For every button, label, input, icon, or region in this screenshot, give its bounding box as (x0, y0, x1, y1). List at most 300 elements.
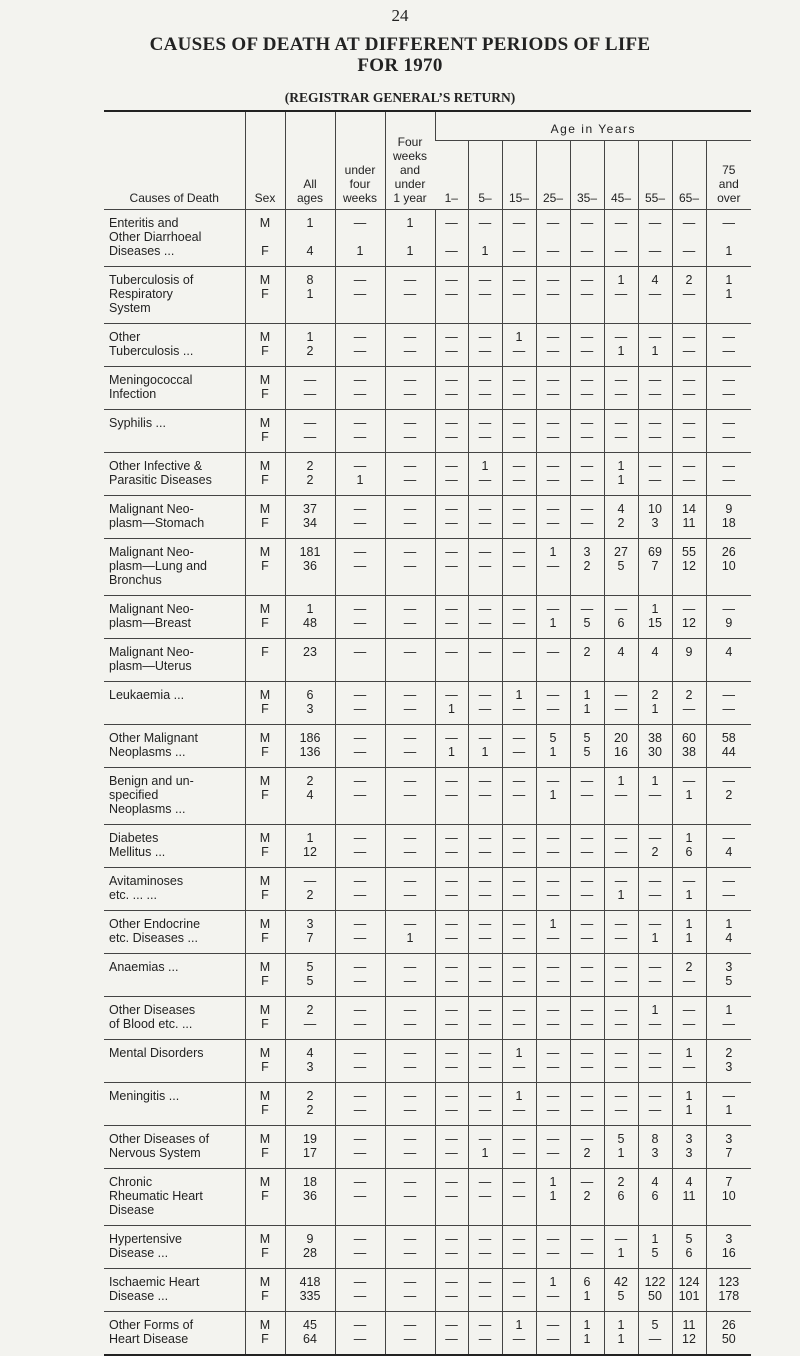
count-value: 1 (515, 1046, 523, 1060)
count-value: — (403, 645, 417, 659)
cause-cell (104, 1312, 245, 1356)
count-value: — (614, 845, 628, 859)
count-value: 38 (648, 731, 662, 745)
count-value: 6 (685, 845, 693, 859)
count-value: — (546, 216, 560, 230)
count-value: 4 (725, 845, 733, 859)
sex-cell (245, 1040, 285, 1083)
count-value: — (353, 387, 367, 401)
count-cell (468, 410, 502, 453)
count-value: 64 (303, 1332, 317, 1346)
count-value: 34 (303, 516, 317, 530)
count-value: — (648, 287, 662, 301)
sex-value: M (259, 874, 271, 888)
causes-of-death-table (104, 110, 751, 1356)
cause-label: Respiratory (109, 287, 173, 301)
count-cell (570, 768, 604, 825)
count-cell (706, 954, 751, 997)
count-value: 50 (721, 1332, 736, 1346)
count-value: 1 (617, 473, 625, 487)
count-value: 2 (583, 1189, 591, 1203)
header-line: ages (296, 191, 324, 205)
count-value: — (614, 387, 628, 401)
count-value: — (512, 616, 526, 630)
count-value: — (512, 960, 526, 974)
count-value: — (682, 874, 696, 888)
count-cell (672, 1269, 706, 1312)
count-cell (285, 682, 335, 725)
header-cause: Causes of Death (129, 191, 219, 205)
cause-cell (104, 210, 245, 267)
header-line: and (718, 177, 739, 191)
sex-value: F (261, 1103, 269, 1117)
sex-cell (245, 267, 285, 324)
count-value: — (445, 960, 458, 974)
count-value: — (403, 1332, 417, 1346)
count-value: — (445, 917, 458, 931)
count-cell (468, 997, 502, 1040)
count-value: — (614, 1017, 628, 1031)
count-value: 1 (515, 688, 523, 702)
cause-cell (104, 682, 245, 725)
count-value: — (445, 1060, 458, 1074)
count-value: 2 (725, 1046, 733, 1060)
count-cell (285, 1269, 335, 1312)
count-cell (570, 410, 604, 453)
cause-label: Other Diarrhoeal (109, 230, 202, 244)
sex-value: M (259, 1318, 271, 1332)
sex-value: F (261, 430, 269, 444)
count-value: — (445, 273, 458, 287)
count-value: — (512, 387, 526, 401)
cause-cell (104, 768, 245, 825)
count-cell (335, 954, 385, 997)
count-value: 1 (617, 1146, 625, 1160)
cause-label: Malignant Neo- (109, 645, 194, 659)
count-cell (468, 539, 502, 596)
count-value: — (445, 330, 458, 344)
count-value: 1 (617, 1246, 625, 1260)
count-cell (672, 639, 706, 682)
count-value: 2 (306, 344, 314, 358)
count-value: 44 (721, 745, 736, 759)
count-value: 38 (682, 745, 696, 759)
count-value: 1 (651, 602, 659, 616)
count-value: — (580, 974, 594, 988)
count-value: — (403, 1318, 417, 1332)
count-value: — (546, 373, 560, 387)
table-row (104, 1126, 751, 1169)
count-cell (570, 639, 604, 682)
count-cell (502, 1169, 536, 1226)
count-cell (604, 367, 638, 410)
count-value: — (512, 1017, 526, 1031)
count-value: — (512, 745, 526, 759)
count-cell (672, 410, 706, 453)
count-value: — (445, 931, 458, 945)
table-row (104, 1083, 751, 1126)
count-cell (502, 1269, 536, 1312)
cause-label: Benign and un- (109, 774, 194, 788)
sex-cell (245, 453, 285, 496)
count-value: 1 (583, 688, 591, 702)
count-cell (536, 682, 570, 725)
count-value: 4 (651, 1175, 659, 1189)
count-cell (285, 954, 335, 997)
count-value: 1 (549, 745, 557, 759)
count-value: — (478, 702, 492, 716)
count-cell (604, 725, 638, 768)
sex-value: F (261, 888, 269, 902)
count-value: — (512, 502, 526, 516)
cause-label: etc. ... ... (109, 888, 157, 902)
cause-cell (104, 324, 245, 367)
count-value: — (403, 831, 417, 845)
count-value (639, 230, 672, 244)
count-value: — (512, 831, 526, 845)
count-cell (435, 639, 468, 682)
count-cell (502, 267, 536, 324)
count-cell (385, 997, 435, 1040)
count-cell (285, 496, 335, 539)
count-cell (604, 1040, 638, 1083)
count-value: — (512, 344, 526, 358)
count-cell (536, 1226, 570, 1269)
count-value: — (478, 602, 492, 616)
count-value: — (648, 1046, 662, 1060)
header-under-four-weeks (335, 111, 385, 210)
count-value: — (614, 287, 628, 301)
sex-value: F (261, 1332, 269, 1346)
count-cell (570, 1169, 604, 1226)
count-value: — (353, 273, 367, 287)
cause-label: Nervous System (109, 1146, 201, 1160)
count-value: 50 (648, 1289, 662, 1303)
count-cell (502, 954, 536, 997)
count-cell (604, 868, 638, 911)
count-value: — (546, 416, 560, 430)
count-value: — (403, 516, 417, 530)
sex-cell (245, 1126, 285, 1169)
count-value: — (478, 1289, 492, 1303)
count-value: — (353, 430, 367, 444)
table-row (104, 997, 751, 1040)
count-value: — (614, 1089, 628, 1103)
count-value: 12 (682, 1332, 696, 1346)
count-value: 1 (651, 774, 659, 788)
table-row (104, 768, 751, 825)
count-value: 1 (549, 917, 557, 931)
count-value: — (546, 1089, 560, 1103)
count-value: — (445, 974, 458, 988)
count-value: — (614, 688, 628, 702)
count-value: 1 (617, 344, 625, 358)
count-value: 2 (617, 1175, 625, 1189)
sex-value: F (261, 287, 269, 301)
sex-value: F (261, 244, 269, 258)
count-value: — (478, 960, 492, 974)
count-value: — (478, 344, 492, 358)
count-value: 5 (685, 1232, 693, 1246)
count-value: — (478, 216, 492, 230)
count-value: — (614, 1232, 628, 1246)
count-cell (536, 639, 570, 682)
count-value: 1 (306, 287, 314, 301)
count-cell (335, 825, 385, 868)
cause-cell (104, 496, 245, 539)
count-value: — (403, 273, 417, 287)
count-cell (502, 768, 536, 825)
count-cell (672, 496, 706, 539)
count-cell (638, 410, 672, 453)
count-value: — (478, 1103, 492, 1117)
count-cell (468, 954, 502, 997)
count-cell (335, 1126, 385, 1169)
count-value: 1 (725, 917, 733, 931)
count-value: — (353, 287, 367, 301)
count-value: — (403, 1189, 417, 1203)
sex-cell (245, 539, 285, 596)
count-value: 3 (306, 1060, 314, 1074)
count-value: — (353, 1017, 367, 1031)
count-value: — (682, 774, 696, 788)
count-value: — (546, 960, 560, 974)
count-cell (536, 496, 570, 539)
count-cell (502, 1083, 536, 1126)
count-value: — (403, 960, 417, 974)
count-value: — (580, 1089, 594, 1103)
count-value: — (580, 960, 594, 974)
header-age-group: 45– (604, 141, 638, 210)
count-value: — (353, 1046, 367, 1060)
count-value: 30 (648, 745, 662, 759)
count-value: — (546, 244, 560, 258)
count-value: — (403, 1275, 417, 1289)
count-value: — (614, 244, 628, 258)
count-value: — (512, 545, 526, 559)
count-cell (385, 210, 435, 267)
count-cell (468, 768, 502, 825)
count-value: 181 (299, 545, 321, 559)
count-cell (468, 1269, 502, 1312)
count-value: 12 (682, 559, 696, 573)
cause-label: Meningococcal (109, 373, 193, 387)
count-cell (285, 410, 335, 453)
count-value: 5 (583, 731, 591, 745)
count-value: 335 (299, 1289, 321, 1303)
count-value: — (614, 788, 628, 802)
count-value: — (445, 731, 458, 745)
count-value: — (546, 645, 560, 659)
sex-cell (245, 1269, 285, 1312)
count-value: — (403, 430, 417, 444)
count-value: 1 (583, 1289, 591, 1303)
page-title (0, 34, 800, 76)
count-value: — (546, 559, 560, 573)
count-cell (604, 1126, 638, 1169)
count-value: — (722, 344, 736, 358)
cause-label: Malignant Neo- (109, 502, 194, 516)
count-cell (435, 1312, 468, 1356)
count-value (503, 230, 536, 244)
cause-cell (104, 825, 245, 868)
count-value: 1 (583, 702, 591, 716)
count-cell (335, 1269, 385, 1312)
count-value: 1 (406, 931, 414, 945)
count-cell (468, 1169, 502, 1226)
cause-label: Other Malignant (109, 731, 198, 745)
count-value: 1 (617, 774, 625, 788)
count-value: — (512, 845, 526, 859)
count-value: — (722, 216, 736, 230)
count-cell (285, 1169, 335, 1226)
count-value: 1 (725, 273, 733, 287)
count-value: — (445, 602, 458, 616)
table-row (104, 954, 751, 997)
count-value: — (580, 831, 594, 845)
cause-label: plasm—Stomach (109, 516, 205, 530)
count-value: 3 (725, 1060, 733, 1074)
count-value: — (580, 1060, 594, 1074)
count-cell (285, 210, 335, 267)
count-cell (502, 1040, 536, 1083)
table-row (104, 911, 751, 954)
sex-value: M (259, 688, 271, 702)
count-cell (570, 453, 604, 496)
count-value: — (403, 917, 417, 931)
count-value: — (546, 459, 560, 473)
header-all-ages (285, 111, 335, 210)
cause-cell (104, 954, 245, 997)
count-cell (468, 496, 502, 539)
count-value: 1 (685, 1046, 693, 1060)
count-value: — (478, 1046, 492, 1060)
count-value: 45 (303, 1318, 317, 1332)
count-value: — (353, 545, 367, 559)
count-value: — (682, 373, 696, 387)
header-age-group: 5– (468, 141, 502, 210)
count-cell (604, 768, 638, 825)
count-value: 1 (356, 473, 364, 487)
count-value: — (580, 1232, 594, 1246)
count-value: 1 (651, 344, 659, 358)
count-cell (672, 539, 706, 596)
count-value: — (546, 688, 560, 702)
count-cell (536, 997, 570, 1040)
cause-label: Rheumatic Heart (109, 1189, 203, 1203)
count-value: — (478, 473, 492, 487)
count-cell (570, 1126, 604, 1169)
count-cell (536, 596, 570, 639)
count-cell (536, 410, 570, 453)
count-value: — (478, 1017, 492, 1031)
count-value: 5 (651, 1318, 659, 1332)
count-value: — (445, 1046, 458, 1060)
count-cell (604, 1226, 638, 1269)
count-value: 1 (549, 1175, 557, 1189)
count-value: 2 (617, 516, 625, 530)
count-cell (435, 911, 468, 954)
count-value: — (445, 1318, 458, 1332)
sex-cell (245, 496, 285, 539)
count-value: — (546, 831, 560, 845)
count-value: 122 (644, 1275, 666, 1289)
count-value: — (353, 974, 367, 988)
count-value: — (353, 1175, 367, 1189)
count-value: — (682, 1017, 696, 1031)
cause-label: Disease ... (109, 1289, 169, 1303)
count-cell (435, 825, 468, 868)
count-cell (335, 1083, 385, 1126)
count-cell (502, 210, 536, 267)
count-cell (468, 324, 502, 367)
count-value: 1 (481, 459, 489, 473)
count-value: — (546, 602, 560, 616)
count-cell (335, 496, 385, 539)
count-value: 3 (725, 1232, 733, 1246)
count-cell (672, 954, 706, 997)
count-cell (536, 954, 570, 997)
count-cell (285, 1083, 335, 1126)
table-row (104, 1269, 751, 1312)
count-value: 11 (682, 1318, 696, 1332)
count-value: — (445, 559, 458, 573)
count-cell (570, 868, 604, 911)
cause-cell (104, 997, 245, 1040)
count-value: — (403, 459, 417, 473)
count-value: 4 (651, 645, 659, 659)
count-cell (536, 1040, 570, 1083)
count-cell (285, 367, 335, 410)
count-value: — (353, 931, 367, 945)
count-cell (536, 1083, 570, 1126)
count-value: — (512, 1189, 526, 1203)
count-value: 1 (685, 1103, 693, 1117)
count-cell (706, 825, 751, 868)
count-cell (536, 1312, 570, 1356)
count-value: — (478, 974, 492, 988)
count-cell (468, 1040, 502, 1083)
count-value: — (353, 1332, 367, 1346)
count-cell (570, 367, 604, 410)
count-cell (638, 1269, 672, 1312)
count-cell (604, 682, 638, 725)
count-value: — (353, 1246, 367, 1260)
count-value: — (353, 774, 367, 788)
count-value: 60 (682, 731, 696, 745)
count-value: — (445, 1275, 458, 1289)
count-cell (604, 539, 638, 596)
count-value: — (403, 1017, 417, 1031)
count-cell (285, 1226, 335, 1269)
count-value: — (353, 874, 367, 888)
count-value: — (722, 459, 736, 473)
count-value: 3 (685, 1146, 693, 1160)
count-value: — (478, 831, 492, 845)
cause-label: Other Endocrine (109, 917, 201, 931)
count-value: 5 (617, 1289, 625, 1303)
count-value: — (353, 1132, 367, 1146)
count-value: 1 (549, 788, 557, 802)
count-cell (385, 825, 435, 868)
sex-cell (245, 682, 285, 725)
count-value: — (682, 244, 696, 258)
sex-value: F (261, 645, 269, 659)
count-value: 12 (303, 845, 317, 859)
count-value: — (445, 845, 458, 859)
count-cell (604, 496, 638, 539)
count-value: — (353, 888, 367, 902)
